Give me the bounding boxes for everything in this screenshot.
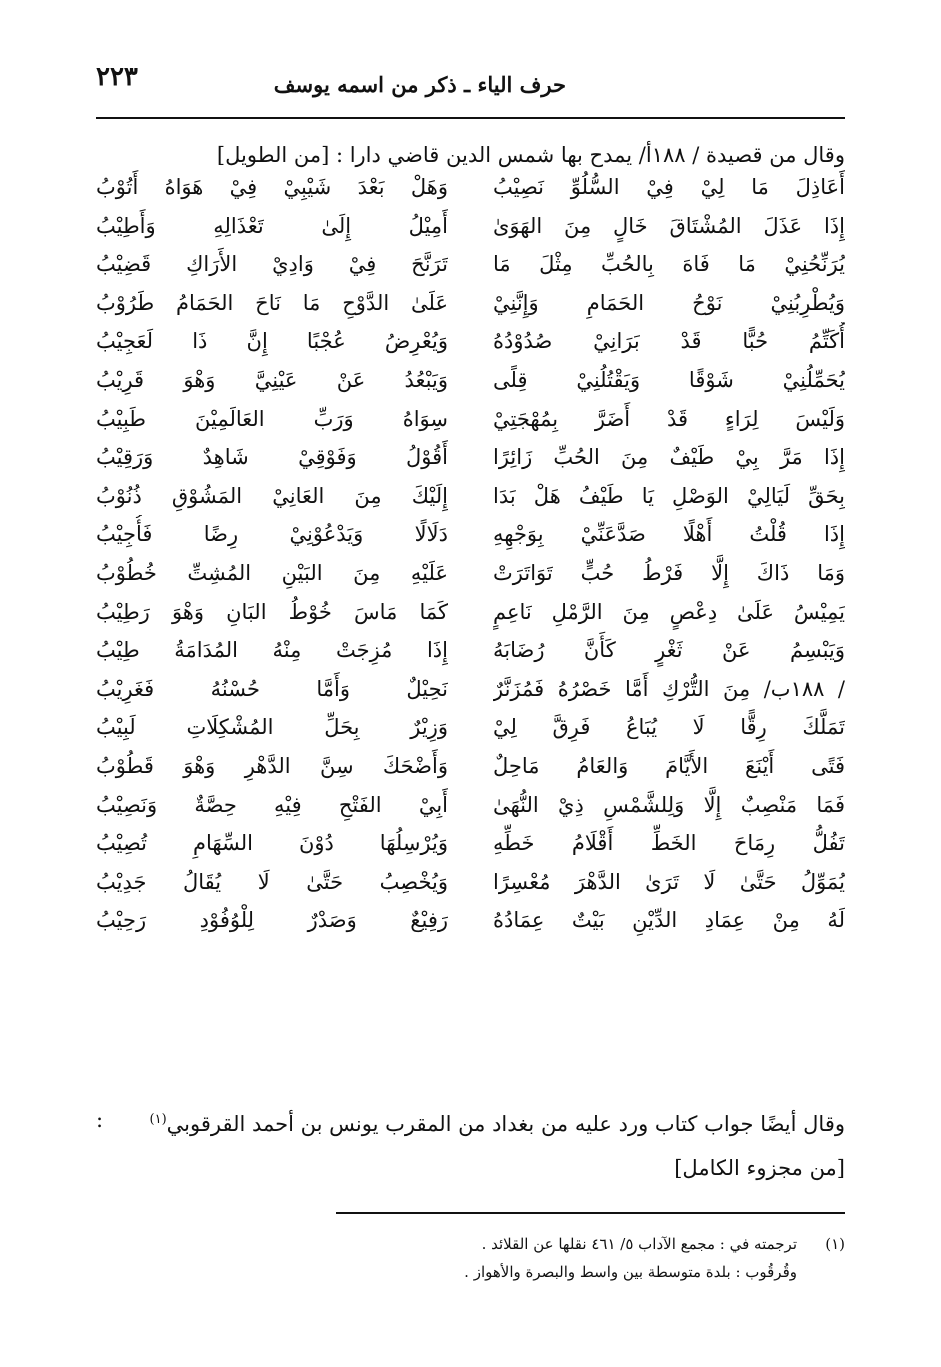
second-hemistich: إِذَا مُزِجَتْ مِنْهُ المُدَامَةُ طِيْبُ — [96, 638, 448, 663]
first-hemistich: إِذَا قُلْتُ أَهْلًا صَدَّعَنِّيْ بِوَجْهِهِ — [493, 522, 845, 547]
outro-sentence: وقال أيضًا جواب كتاب ورد عليه من بغداد من المقرب يونس بن أحمد القرقوبي — [166, 1112, 845, 1136]
second-hemistich: وَيُعْرِضُ عُجْبًا إِنَّ ذَا لَعَجِيْبُ — [96, 329, 448, 354]
verse-line — [96, 863, 845, 902]
second-hemistich: أَمِيْلُ إِلَىٰ تَعْذَالِهِ وَأَطِيْبُ — [96, 213, 448, 238]
first-hemistich: فَمَا مَنْصِبٌ إِلَّا وَلِلشَّمْسِ ذِيْ النُّهَىٰ — [493, 792, 845, 817]
first-hemistich: يُحَمِّلُنِيْ شَوْقًا وَيَقْتُلُنِيْ قِلًى — [493, 367, 845, 392]
verse-line — [96, 400, 845, 439]
footnote-1-continuation: وقُرقُوب : بلدة متوسطة بين واسط والبصرة والأهواز . — [464, 1263, 797, 1281]
verse-line — [96, 786, 845, 825]
verse-line — [96, 554, 845, 593]
second-hemistich: وَيُرْسِلُهَا دُوْنَ السِّهَامِ تُصِيْبُ — [96, 831, 448, 856]
intro-paragraph: وقال من قصيدة / ١٨٨أ/ يمدح بها شمس الدين قاضي دارا : [من الطويل] — [216, 143, 845, 167]
second-hemistich: وَيَبْعُدُ عَنْ عَيْنِيَّ وَهْوَ قَرِيْبُ — [96, 367, 448, 392]
header-rule — [96, 117, 845, 119]
first-hemistich: / ١٨٨ب/ مِنَ التُّرْكِ أَمَّا خَصْرُهُ فَمُزَنَّرٌ — [493, 676, 845, 701]
first-hemistich: وَيَبْسِمُ عَنْ ثَغْرٍ كَأَنَّ رُضَابَهُ — [493, 638, 845, 663]
second-hemistich: عَلَىٰ الدَّوْحِ مَا نَاحَ الحَمَامُ طَرُوْبُ — [96, 290, 448, 315]
verse-line — [96, 515, 845, 554]
verse-line — [96, 168, 845, 207]
second-hemistich: أَبِيْ الفَتْحِ فِيْهِ حِصَّةٌ وَنَصِيْبُ — [96, 792, 448, 817]
second-hemistich: أَقُوْلُ وَفَوْقِيْ شَاهِدٌ وَرَقِيْبُ — [96, 445, 448, 470]
second-hemistich: دَلَالًا وَيَدْعُوْنِيْ رِضًا فَأُجِيْبُ — [96, 522, 448, 547]
first-hemistich: وَيُطْرِبُنِيْ نَوْحُ الحَمَامِ وَإِنَّنِيْ — [493, 290, 845, 315]
first-hemistich: فَتًى أَيْنَعَ الأَيَّامَ وَالعَامُ مَاحِلٌ — [493, 753, 845, 778]
second-hemistich: وَهَلْ بَعْدَ شَيْبِيْ فِيْ هَوَاهُ أَتُوْبُ — [96, 175, 448, 199]
footnote-number: (١) — [825, 1235, 845, 1253]
first-hemistich: لَهُ مِنْ عِمَادِ الدِّيْنِ بَيْتٌ عِمَادُهُ — [493, 908, 845, 933]
verse-line — [96, 477, 845, 516]
first-hemistich: تَفُلُّ رِمَاحَ الخَطِّ أَقْلَامُ خَطِّهِ — [493, 831, 845, 856]
second-hemistich: عَلَيْهِ مِنَ البَيْنِ المُشِتِّ خُطُوْبُ — [96, 560, 448, 585]
verse-line — [96, 824, 845, 863]
second-hemistich: وَيُخْصِبُ حَتَّىٰ لَا يُقَالُ جَدِيْبُ — [96, 869, 448, 894]
first-hemistich: وَلَيْسَ لِرَاءٍ قَدْ أَضَرَّ بِمُهْجَتِيْ — [493, 406, 845, 431]
verse-line — [96, 207, 845, 246]
verse-line — [96, 245, 845, 284]
first-hemistich: يُمَوِّلُ حَتَّىٰ لَا تَرَىٰ الدَّهْرَ مُعْسِرًا — [493, 869, 845, 894]
verse-line — [96, 708, 845, 747]
outro-paragraph — [96, 1098, 845, 1190]
first-hemistich: إِذَا عَذَلَ المُشْتَاقَ خَالٍ مِنَ الهَوَىٰ — [493, 213, 845, 238]
first-hemistich: أُكَتِّمُ حُبًّا قَدْ بَرَانِيْ صُدُوْدُهُ — [493, 329, 845, 354]
second-hemistich: كَمَا مَاسَ خُوْطُ البَانِ وَهْوَ رَطِيْبُ — [96, 599, 448, 624]
verse-line — [96, 284, 845, 323]
page-number: ٢٢٣ — [96, 62, 138, 92]
footnote-rule — [336, 1212, 845, 1214]
first-hemistich: تَمَلَّكَ رِقًّا لَا يُبَاعُ فَرِقَّ لِيْ — [493, 715, 845, 740]
first-hemistich: يُرَنِّحُنِيْ مَا فَاهَ بِالحُبِّ مِثْلَ مَا — [493, 252, 845, 277]
outro-line — [96, 1098, 845, 1146]
verse-line — [96, 361, 845, 400]
verse-line — [96, 747, 845, 786]
footnote-ref[interactable]: (١) — [149, 1112, 167, 1127]
running-head: حرف الياء ـ ذكر من اسمه يوسف — [273, 72, 566, 97]
second-hemistich: تَرَنَّحَ فِيْ وَادِيْ الأَرَاكِ قَضِيْبُ — [96, 252, 448, 277]
meter-label: [من مجزوء الكامل] — [674, 1156, 845, 1180]
verse-line — [96, 670, 845, 709]
first-hemistich: وَمَا ذَاكَ إِلَّا فَرْطُ حُبٍّ تَوَاتَرَتْ — [493, 560, 845, 585]
poem — [96, 168, 845, 940]
second-hemistich: سِوَاهُ وَرَبِّ العَالَمِيْنَ طَبِيْبُ — [96, 406, 448, 431]
second-hemistich: رَفِيْعٌ وَصَدْرٌ لِلْوُفُوْدِ رَحِيْبُ — [96, 908, 448, 933]
verse-line — [96, 631, 845, 670]
footnote-1 — [96, 1230, 845, 1258]
second-hemistich: إِلَيْكَ مِنَ العَانِيْ المَشُوْقِ ذُنُوْبُ — [96, 483, 448, 508]
verse-line — [96, 322, 845, 361]
verse-line — [96, 593, 845, 632]
second-hemistich: نَحِيْلٌ وَأَمَّا حُسْنُهُ فَغَرِيْبُ — [96, 676, 448, 701]
first-hemistich: إِذَا مَرَّ بِيْ طَيْفٌ مِنَ الحُبِّ زَائِرًا — [493, 445, 845, 470]
first-hemistich: بِحَقِّ لَيَالِيْ الوَصْلِ يَا طَيْفُ هَلْ بَدَا — [493, 483, 845, 508]
second-hemistich: وَأَضْحَكَ سِنَّ الدَّهْرِ وَهْوَ قَطُوْبُ — [96, 753, 448, 778]
first-hemistich: يَمِيْسُ عَلَىٰ دِعْصٍ مِنَ الرَّمْلِ نَاعِمٍ — [493, 599, 845, 624]
outro-text — [150, 1098, 846, 1146]
verse-line — [96, 438, 845, 477]
footnotes — [96, 1230, 845, 1286]
first-hemistich: أَعَاذِلَ مَا لِيْ فِيْ السُّلُوِّ نَصِيْبُ — [493, 175, 845, 199]
footnote-text: ترجمته في : مجمع الآداب ٥/ ٤٦١ نقلها عن القلائد . — [481, 1235, 797, 1253]
verse-line — [96, 901, 845, 940]
second-hemistich: وَزِيْرٌ بِحَلِّ المُشْكِلَاتِ لَبِيْبُ — [96, 715, 448, 740]
outro-colon: : — [96, 1108, 104, 1132]
